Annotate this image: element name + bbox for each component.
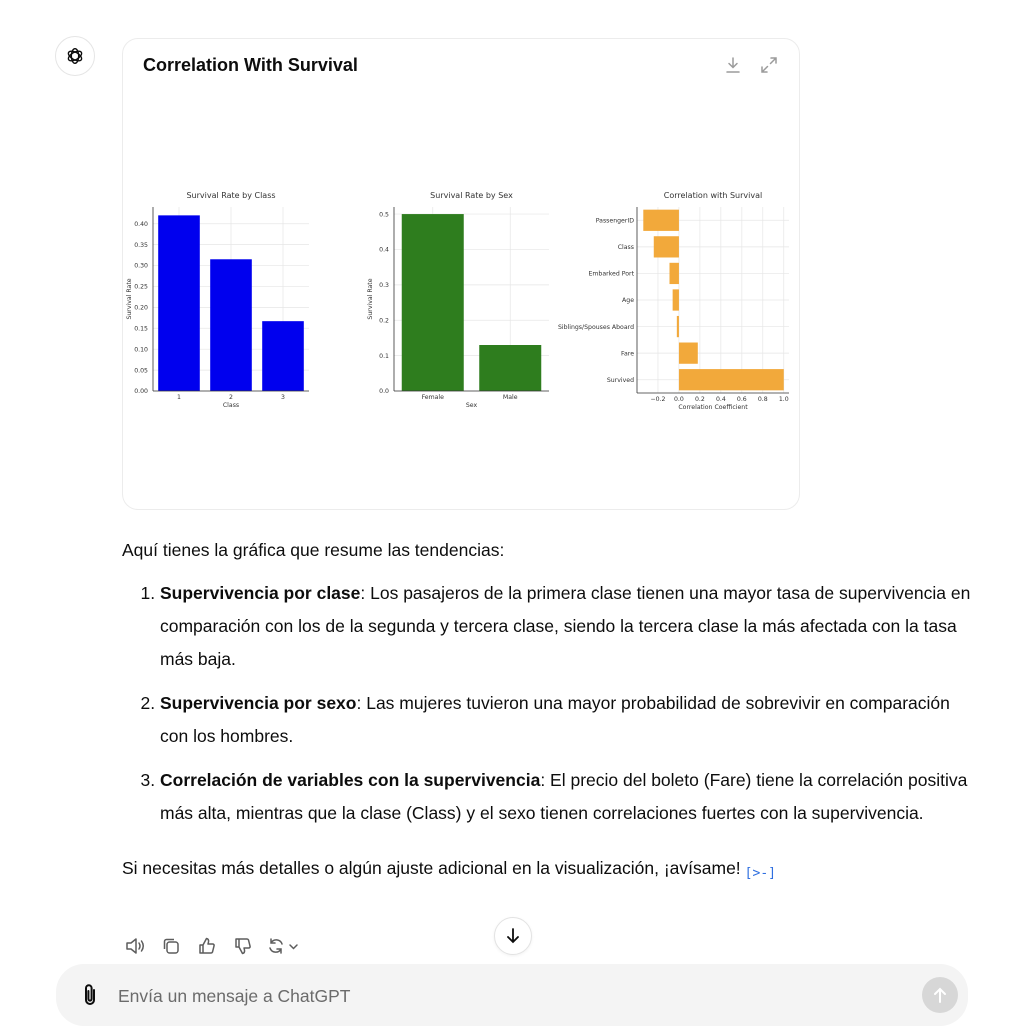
read-aloud-icon[interactable] — [122, 933, 148, 959]
x-axis-label: Class — [222, 402, 240, 409]
bar — [673, 289, 679, 310]
y-tick-label: Embarked Port — [588, 270, 634, 278]
y-tick-label: 0.5 — [379, 211, 389, 219]
y-tick-label: 0.15 — [134, 325, 148, 333]
x-tick-label: 0.4 — [715, 396, 726, 403]
y-tick-label: Age — [622, 297, 634, 305]
arrow-down-icon — [505, 927, 521, 945]
item-bold: Supervivencia por clase — [160, 583, 361, 603]
y-tick-label: 0.00 — [134, 388, 148, 396]
item-text: : El precio del boleto (Fare) tiene la correlación positiva más alta, mientras que la clase (Class) y el sexo tienen correlaciones fuertes con la supervivencia. — [160, 770, 968, 823]
paperclip-icon[interactable] — [78, 983, 102, 1007]
bar — [479, 345, 541, 391]
copy-icon[interactable] — [158, 933, 184, 959]
y-axis-label: Survival Rate — [126, 278, 133, 320]
openai-logo-icon — [64, 45, 86, 67]
thumbs-down-icon[interactable] — [230, 933, 256, 959]
x-tick-label: 2 — [229, 394, 233, 401]
y-tick-label: 0.10 — [134, 346, 148, 354]
chart-title: Survival Rate by Sex — [430, 191, 513, 200]
x-axis-label: Correlation Coefficient — [678, 404, 748, 411]
y-tick-label: 0.3 — [379, 282, 389, 290]
y-tick-label: 0.1 — [379, 352, 389, 360]
x-tick-label: 1.0 — [778, 396, 789, 403]
chart-card — [122, 38, 800, 510]
closing-text: Si necesitas más detalles o algún ajuste adicional en la visualización, ¡avísame! — [122, 858, 741, 878]
x-tick-label: 0.6 — [736, 396, 747, 403]
code-citation-icon[interactable]: [>-] — [744, 866, 776, 881]
bar — [262, 321, 304, 391]
thumbs-up-icon[interactable] — [194, 933, 220, 959]
list-item — [160, 577, 982, 676]
x-tick-label: 1 — [177, 394, 181, 401]
bar — [679, 343, 698, 364]
bar — [402, 214, 464, 391]
list-item — [160, 687, 982, 753]
y-tick-label: Class — [617, 244, 634, 252]
y-tick-label: 0.20 — [134, 304, 148, 312]
bar — [158, 215, 200, 391]
y-tick-label: 0.40 — [134, 220, 148, 228]
chart-title: Correlation with Survival — [663, 191, 763, 200]
bar — [654, 236, 679, 257]
download-icon[interactable] — [723, 55, 743, 75]
y-axis-label: Survival Rate — [367, 278, 374, 320]
x-axis-label: Sex — [465, 402, 478, 409]
x-tick-label: Male — [502, 394, 518, 401]
response-closing — [122, 852, 982, 885]
bar — [677, 316, 679, 337]
item-text: : Los pasajeros de la primera clase tienen una mayor tasa de supervivencia en comparación con los de la segunda y tercera clase, siendo la tercera clase la más afectada con la tasa más baja. — [160, 583, 971, 669]
y-tick-label: 0.30 — [134, 262, 148, 270]
y-tick-label: Survived — [606, 376, 634, 384]
x-tick-label: 3 — [281, 394, 285, 401]
item-bold: Supervivencia por sexo — [160, 693, 357, 713]
x-tick-label: 0.2 — [694, 396, 705, 403]
y-tick-label: 0.2 — [379, 317, 389, 325]
bar — [679, 369, 784, 390]
y-tick-label: Siblings/Spouses Aboard — [557, 323, 634, 331]
x-tick-label: 0.0 — [674, 396, 684, 403]
assistant-response — [122, 534, 982, 885]
expand-icon[interactable] — [759, 55, 779, 75]
x-tick-label: 0.8 — [757, 396, 768, 403]
y-tick-label: 0.4 — [379, 246, 389, 254]
send-button[interactable] — [922, 977, 958, 1013]
list-item — [160, 764, 982, 830]
bar — [643, 210, 679, 231]
scroll-to-bottom-button[interactable] — [494, 917, 532, 955]
y-tick-label: PassengerID — [595, 217, 634, 225]
arrow-up-icon — [932, 986, 948, 1004]
message-composer — [56, 964, 968, 1026]
chevron-down-icon — [290, 945, 297, 949]
y-tick-label: 0.25 — [134, 283, 148, 291]
item-text: : Las mujeres tuvieron una mayor probabilidad de sobrevivir en comparación con los hombres. — [160, 693, 950, 746]
card-title: Correlation With Survival — [143, 55, 358, 75]
x-tick-label: −0.2 — [650, 396, 666, 403]
bar — [669, 263, 678, 284]
item-bold: Correlación de variables con la supervivencia — [160, 770, 541, 790]
y-tick-label: 0.0 — [379, 388, 389, 396]
y-tick-label: 0.35 — [134, 241, 148, 249]
response-intro: Aquí tienes la gráfica que resume las tendencias: — [122, 540, 505, 560]
chart-title: Survival Rate by Class — [186, 191, 276, 200]
message-actions — [122, 932, 302, 960]
response-list — [122, 577, 982, 830]
y-tick-label: 0.05 — [134, 367, 148, 375]
bar — [210, 259, 252, 391]
assistant-avatar — [55, 36, 95, 76]
charts-figure — [123, 179, 799, 469]
regenerate-icon[interactable] — [266, 933, 302, 959]
y-tick-label: Fare — [621, 350, 634, 358]
message-input[interactable] — [116, 978, 900, 1014]
x-tick-label: Female — [421, 394, 444, 401]
